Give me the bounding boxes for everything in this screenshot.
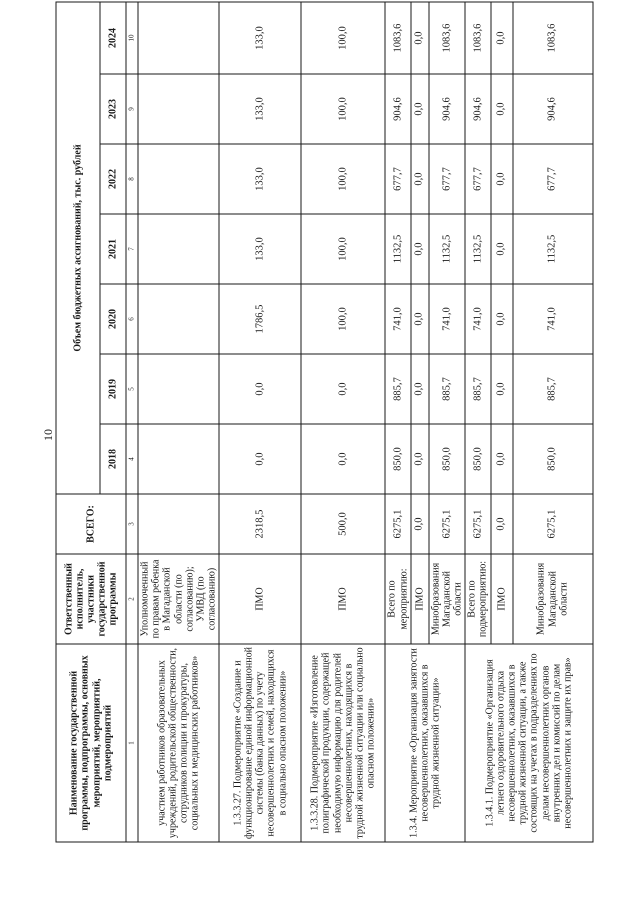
column-index: 3	[126, 494, 138, 554]
row-value	[138, 144, 219, 214]
row-value	[138, 424, 219, 494]
row-total: 0,0	[411, 494, 429, 554]
row-value: 0,0	[411, 424, 429, 494]
row-value: 850,0	[465, 424, 490, 494]
row-total: 6275,1	[385, 494, 410, 554]
row-value: 677,7	[385, 144, 410, 214]
row-value: 100,0	[301, 284, 385, 354]
row-value: 0,0	[491, 214, 513, 284]
row-value: 0,0	[411, 2, 429, 74]
row-value: 100,0	[301, 144, 385, 214]
row-value: 100,0	[301, 74, 385, 144]
row-value: 1083,6	[385, 2, 410, 74]
column-index-row	[126, 2, 138, 842]
row-value: 133,0	[219, 74, 301, 144]
row-value: 0,0	[411, 284, 429, 354]
row-value: 0,0	[491, 2, 513, 74]
row-value: 677,7	[429, 144, 466, 214]
group-name: 1.3.4.1. Подмероприятие «Организация летнего оздоровительного отдыха несовершеннолетних, оказавшихся в трудной жизненной ситуации, а также состоящих на учетах в подразделениях по делам несовершеннолетних органов внутренних дел и комиссий по делам несовершеннолетних и защите их прав»	[465, 644, 592, 842]
column-index: 8	[126, 144, 138, 214]
header-year: 2024	[100, 2, 126, 74]
table-row	[465, 2, 490, 842]
row-total: 6275,1	[429, 494, 466, 554]
page-number: 10	[41, 429, 55, 441]
column-index: 1	[126, 644, 138, 842]
header-budget-group: Объем бюджетных ассигнований, тыс. рублей	[56, 2, 100, 494]
row-value: 1083,6	[513, 2, 593, 74]
row-value	[138, 354, 219, 424]
row-value: 1132,5	[385, 214, 410, 284]
row-executor: Уполномоченный по правам ребенка в Магаданской области (по согласованию); УМВД (по согласованию)	[138, 554, 219, 644]
row-value: 1132,5	[465, 214, 490, 284]
column-index: 10	[126, 2, 138, 74]
row-executor: Минобразования Магаданской области	[513, 554, 593, 644]
row-value: 0,0	[491, 284, 513, 354]
row-value: 741,0	[513, 284, 593, 354]
table-row	[301, 2, 385, 842]
row-value	[138, 74, 219, 144]
row-name: участием работников образовательных учреждений, родительской общественности, сотрудников полиции и прокуратуры, социальных и медицинских работников»	[138, 644, 219, 842]
row-executor: ПМО	[219, 554, 301, 644]
group-name: 1.3.4. Мероприятие «Организация занятости несовершеннолетних, оказавшихся в трудной жизненной ситуации»	[385, 644, 465, 842]
row-name: 1.3.3.27. Подмероприятие «Создание и функционирование единой информационной системы (банка данных) по учету несовершеннолетних и семей, находящихся в социально опасном положении»	[219, 644, 301, 842]
row-value: 850,0	[513, 424, 593, 494]
table-row	[138, 2, 219, 842]
row-value: 741,0	[465, 284, 490, 354]
row-executor: ПМО	[411, 554, 429, 644]
row-value: 741,0	[429, 284, 466, 354]
row-value: 1132,5	[429, 214, 466, 284]
row-value: 885,7	[429, 354, 466, 424]
row-value: 904,6	[429, 74, 466, 144]
row-value: 677,7	[513, 144, 593, 214]
row-value: 0,0	[411, 354, 429, 424]
rotated-table-container	[56, 3, 574, 843]
row-executor: Всего по подмероприятию:	[465, 554, 490, 644]
row-executor: ПМО	[301, 554, 385, 644]
column-index: 9	[126, 74, 138, 144]
row-value: 0,0	[411, 144, 429, 214]
row-total: 2318,5	[219, 494, 301, 554]
row-value: 885,7	[513, 354, 593, 424]
row-value: 0,0	[491, 74, 513, 144]
row-executor: Минобразования Магаданской области	[429, 554, 466, 644]
row-value	[138, 284, 219, 354]
row-value	[138, 214, 219, 284]
row-executor: ПМО	[491, 554, 513, 644]
row-value: 850,0	[385, 424, 410, 494]
row-total: 0,0	[491, 494, 513, 554]
header-year: 2020	[100, 284, 126, 354]
row-value: 133,0	[219, 214, 301, 284]
column-index: 2	[126, 554, 138, 644]
row-value: 904,6	[385, 74, 410, 144]
row-total	[138, 494, 219, 554]
column-index: 5	[126, 354, 138, 424]
row-value: 885,7	[385, 354, 410, 424]
column-index: 6	[126, 284, 138, 354]
row-value: 0,0	[491, 424, 513, 494]
column-index: 4	[126, 424, 138, 494]
row-value: 0,0	[219, 354, 301, 424]
row-value: 1786,5	[219, 284, 301, 354]
row-value: 904,6	[513, 74, 593, 144]
row-value: 0,0	[491, 354, 513, 424]
row-total: 500,0	[301, 494, 385, 554]
header-year: 2023	[100, 74, 126, 144]
row-value: 100,0	[301, 2, 385, 74]
row-value: 100,0	[301, 214, 385, 284]
row-value: 1083,6	[429, 2, 466, 74]
row-value: 904,6	[465, 74, 490, 144]
row-total: 6275,1	[465, 494, 490, 554]
column-index: 7	[126, 214, 138, 284]
row-value: 1083,6	[465, 2, 490, 74]
row-value: 133,0	[219, 2, 301, 74]
row-value: 0,0	[411, 74, 429, 144]
table-row	[385, 2, 410, 842]
header-executor: Ответственный исполнитель, участники государственной программы	[56, 554, 126, 644]
row-name: 1.3.3.28. Подмероприятие «Изготовление полиграфической продукции, содержащей необходимую информацию для родителей несовершеннолетних, находящихся в трудной жизненной ситуации или социально опасном положении»	[301, 644, 385, 842]
row-total: 6275,1	[513, 494, 593, 554]
header-year: 2018	[100, 424, 126, 494]
header-year: 2022	[100, 144, 126, 214]
row-value: 1132,5	[513, 214, 593, 284]
budget-table	[56, 2, 594, 843]
header-year: 2021	[100, 214, 126, 284]
header-total: ВСЕГО:	[56, 494, 126, 554]
row-value: 133,0	[219, 144, 301, 214]
row-value: 677,7	[465, 144, 490, 214]
row-value: 0,0	[301, 424, 385, 494]
header-name: Наименование государственной программы, подпрограммы, основных мероприятий, мероприятий, подмероприятий	[56, 644, 126, 842]
row-executor: Всего по мероприятию:	[385, 554, 410, 644]
row-value: 0,0	[219, 424, 301, 494]
row-value: 885,7	[465, 354, 490, 424]
header-year: 2019	[100, 354, 126, 424]
row-value: 0,0	[491, 144, 513, 214]
row-value: 0,0	[411, 214, 429, 284]
row-value: 850,0	[429, 424, 466, 494]
row-value: 0,0	[301, 354, 385, 424]
row-value: 741,0	[385, 284, 410, 354]
row-value	[138, 2, 219, 74]
table-row	[219, 2, 301, 842]
